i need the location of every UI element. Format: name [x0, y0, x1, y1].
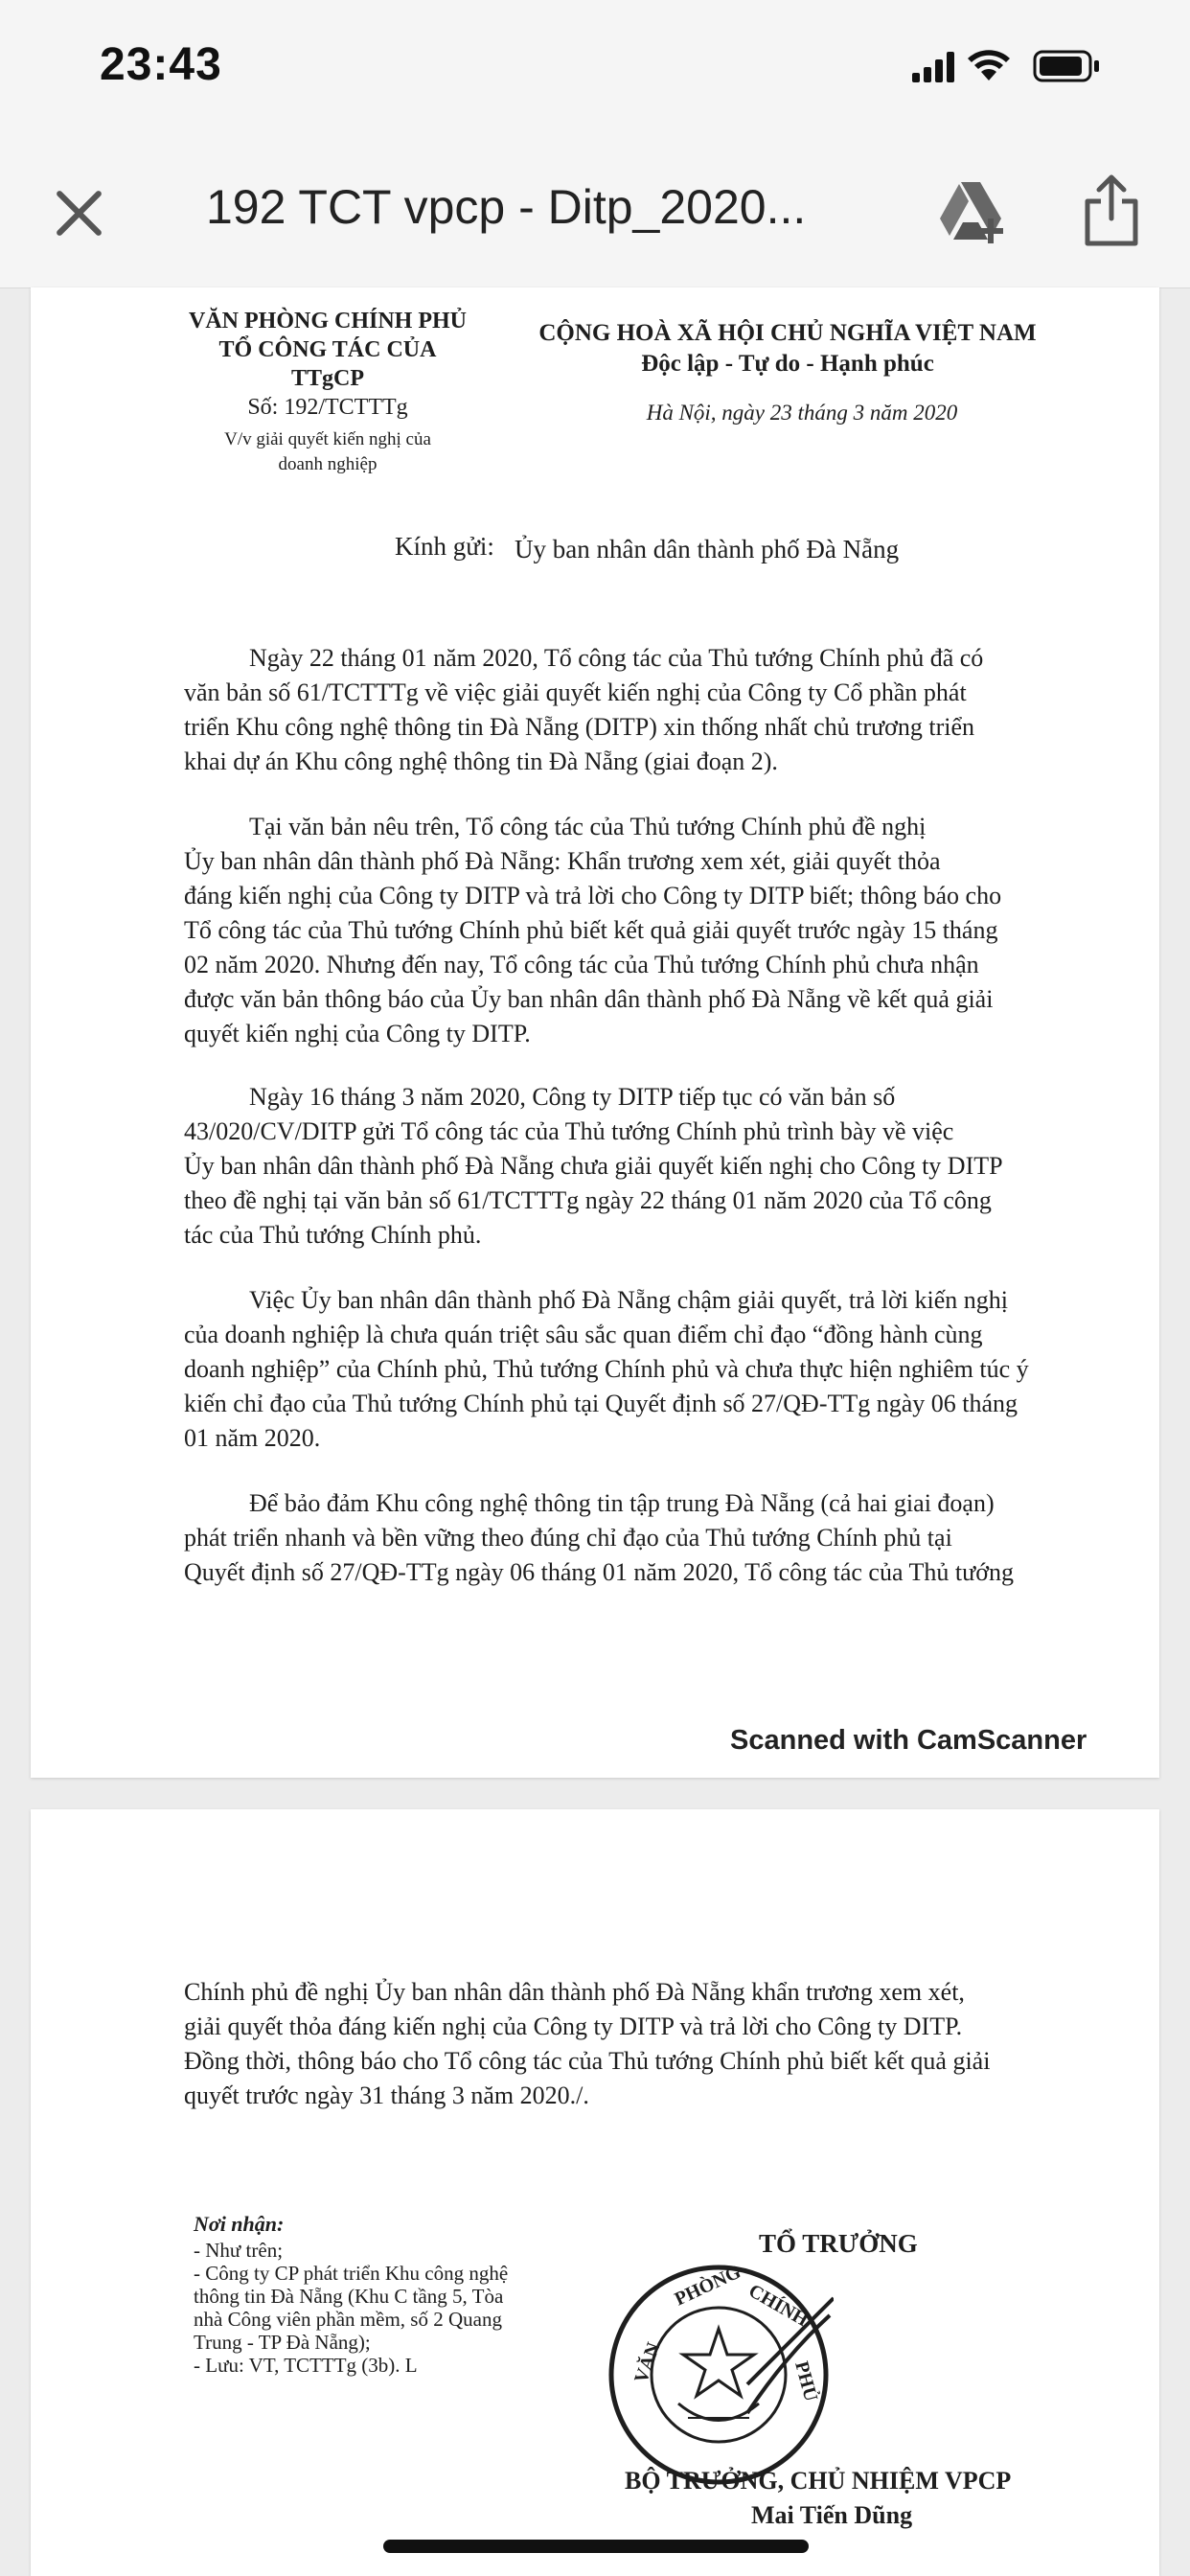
seal-text: PHỦ: [790, 2358, 822, 2404]
issuer-header: [184, 307, 471, 393]
body-line: Việc Ủy ban nhân dân thành phố Đà Nẵng chậm giải quyết, trả lời kiến nghị: [249, 1286, 1008, 1314]
status-icons: [910, 46, 1131, 84]
seal-text: PHÒNG: [671, 2261, 744, 2311]
body-line: Ngày 16 tháng 3 năm 2020, Công ty DITP tiếp tục có văn bản số: [249, 1083, 896, 1111]
body-line: 02 năm 2020. Nhưng đến nay, Tổ công tác của Thủ tướng Chính phủ chưa nhận: [184, 951, 979, 978]
body-line: doanh nghiệp” của Chính phủ, Thủ tướng Chính phủ và chưa thực hiện nghiêm túc ý: [184, 1355, 1029, 1383]
signal-icon: [912, 52, 954, 82]
body-line: Tại văn bản nêu trên, Tổ công tác của Thủ tướng Chính phủ đề nghị: [249, 813, 927, 840]
body-line: quyết kiến nghị của Công ty DITP.: [184, 1020, 531, 1047]
body-line: của doanh nghiệp là chưa quán triệt sâu sắc quan điểm chỉ đạo “đồng hành cùng: [184, 1321, 983, 1348]
recipient-item: thông tin Đà Nẵng (Khu C tầng 5, Tòa: [194, 2285, 504, 2308]
national-title: CỘNG HOÀ XÃ HỘI CHỦ NGHĨA VIỆT NAM: [538, 320, 1037, 346]
signer-name: Mai Tiến Dũng: [751, 2501, 913, 2529]
recipient-item: Trung - TP Đà Nẵng);: [194, 2331, 371, 2354]
body-line: phát triển nhanh và bền vững theo đúng chỉ đạo của Thủ tướng Chính phủ tại: [184, 1524, 952, 1552]
body-line: Ngày 22 tháng 01 năm 2020, Tổ công tác của Thủ tướng Chính phủ đã có: [249, 644, 984, 672]
body-line: được văn bản thông báo của Ủy ban nhân dân thành phố Đà Nẵng về kết quả giải: [184, 985, 994, 1013]
document-title: 192 TCT vpcp - Ditp_2020...: [206, 180, 807, 234]
close-icon[interactable]: [48, 182, 110, 244]
document-number: Số: 192/TCTTTg: [247, 395, 408, 420]
body-line: Đồng thời, thông báo cho Tổ công tác của Thủ tướng Chính phủ biết kết quả giải: [184, 2047, 991, 2075]
status-bar: [0, 0, 1190, 129]
body-line: triển Khu công nghệ thông tin Đà Nẵng (DITP) xin thống nhất chủ trương triển: [184, 713, 975, 741]
body-line: Ủy ban nhân dân thành phố Đà Nẵng: Khẩn trương xem xét, giải quyết thỏa: [184, 847, 941, 875]
document-subject: [184, 427, 471, 477]
seal-text: CHÍNH: [744, 2280, 812, 2332]
national-header: [529, 318, 1046, 380]
body-line: Để bảo đảm Khu công nghệ thông tin tập trung Đà Nẵng (cả hai giai đoạn): [249, 1489, 995, 1517]
subject-line-1: V/v giải quyết kiến nghị của: [224, 429, 431, 449]
body-line: Tổ công tác của Thủ tướng Chính phủ biết kết quả giải quyết trước ngày 15 tháng: [184, 916, 998, 944]
issuer-line-1: VĂN PHÒNG CHÍNH PHỦ: [189, 309, 467, 334]
recipient-item: - Công ty CP phát triển Khu công nghệ: [194, 2262, 509, 2285]
wifi-icon: [968, 50, 1010, 80]
camscanner-watermark: Scanned with CamScanner: [730, 1725, 1087, 1756]
body-line: Chính phủ đề nghị Ủy ban nhân dân thành phố Đà Nẵng khẩn trương xem xét,: [184, 1978, 965, 2006]
body-line: kiến chỉ đạo của Thủ tướng Chính phủ tại Quyết định số 27/QĐ-TTg ngày 06 tháng: [184, 1390, 1018, 1417]
body-line: 43/020/CV/DITP gửi Tổ công tác của Thủ tướng Chính phủ trình bày về việc: [184, 1117, 954, 1145]
battery-icon: [1035, 52, 1099, 80]
body-line: quyết trước ngày 31 tháng 3 năm 2020./.: [184, 2082, 589, 2109]
national-motto: Độc lập - Tự do - Hạnh phúc: [641, 351, 934, 377]
document-page-2: [31, 1809, 1159, 2576]
recipient-value: Ủy ban nhân dân thành phố Đà Nẵng: [515, 535, 900, 564]
recipients-title: Nơi nhận:: [194, 2212, 285, 2236]
official-seal-icon: [604, 2260, 834, 2490]
body-line: Ủy ban nhân dân thành phố Đà Nẵng chưa giải quyết kiến nghị cho Công ty DITP: [184, 1152, 1003, 1180]
seal-text: VĂN: [630, 2339, 665, 2386]
viewer-toolbar: [0, 129, 1190, 288]
body-line: khai dự án Khu công nghệ thông tin Đà Nẵng (giai đoạn 2).: [184, 748, 778, 775]
share-icon[interactable]: [1078, 172, 1145, 249]
body-line: theo đề nghị tại văn bản số 61/TCTTTg ngày 22 tháng 01 năm 2020 của Tổ công: [184, 1186, 992, 1214]
issuer-line-2: TỔ CÔNG TÁC CỦA TTgCP: [218, 337, 437, 391]
signer-title: TỔ TRƯỞNG: [759, 2229, 918, 2258]
body-line: 01 năm 2020.: [184, 1424, 321, 1452]
body-line: văn bản số 61/TCTTTg về việc giải quyết kiến nghị của Công ty Cổ phần phát: [184, 678, 967, 706]
status-time: 23:43: [100, 39, 222, 90]
body-line: Quyết định số 27/QĐ-TTg ngày 06 tháng 01 năm 2020, Tổ công tác của Thủ tướng: [184, 1558, 1014, 1586]
recipient-item: - Lưu: VT, TCTTTg (3b). L: [194, 2354, 418, 2377]
body-line: đáng kiến nghị của Công ty DITP và trả lời cho Công ty DITP biết; thông báo cho: [184, 882, 1002, 909]
document-date: Hà Nội, ngày 23 tháng 3 năm 2020: [646, 401, 958, 425]
document-page-1: [31, 288, 1159, 1778]
home-indicator[interactable]: [383, 2540, 809, 2553]
drive-add-icon[interactable]: [934, 172, 1011, 249]
body-line: tác của Thủ tướng Chính phủ.: [184, 1221, 482, 1249]
recipient-item: - Như trên;: [194, 2239, 284, 2262]
body-line: giải quyết thỏa đáng kiến nghị của Công ty DITP và trả lời cho Công ty DITP.: [184, 2012, 963, 2040]
subject-line-2: doanh nghiệp: [278, 454, 378, 474]
signer-position: BỘ TRƯỞNG, CHỦ NHIỆM VPCP: [625, 2467, 1012, 2495]
recipient-item: nhà Công viên phần mềm, số 2 Quang: [194, 2308, 502, 2331]
recipient-label: Kính gửi:: [395, 532, 494, 561]
